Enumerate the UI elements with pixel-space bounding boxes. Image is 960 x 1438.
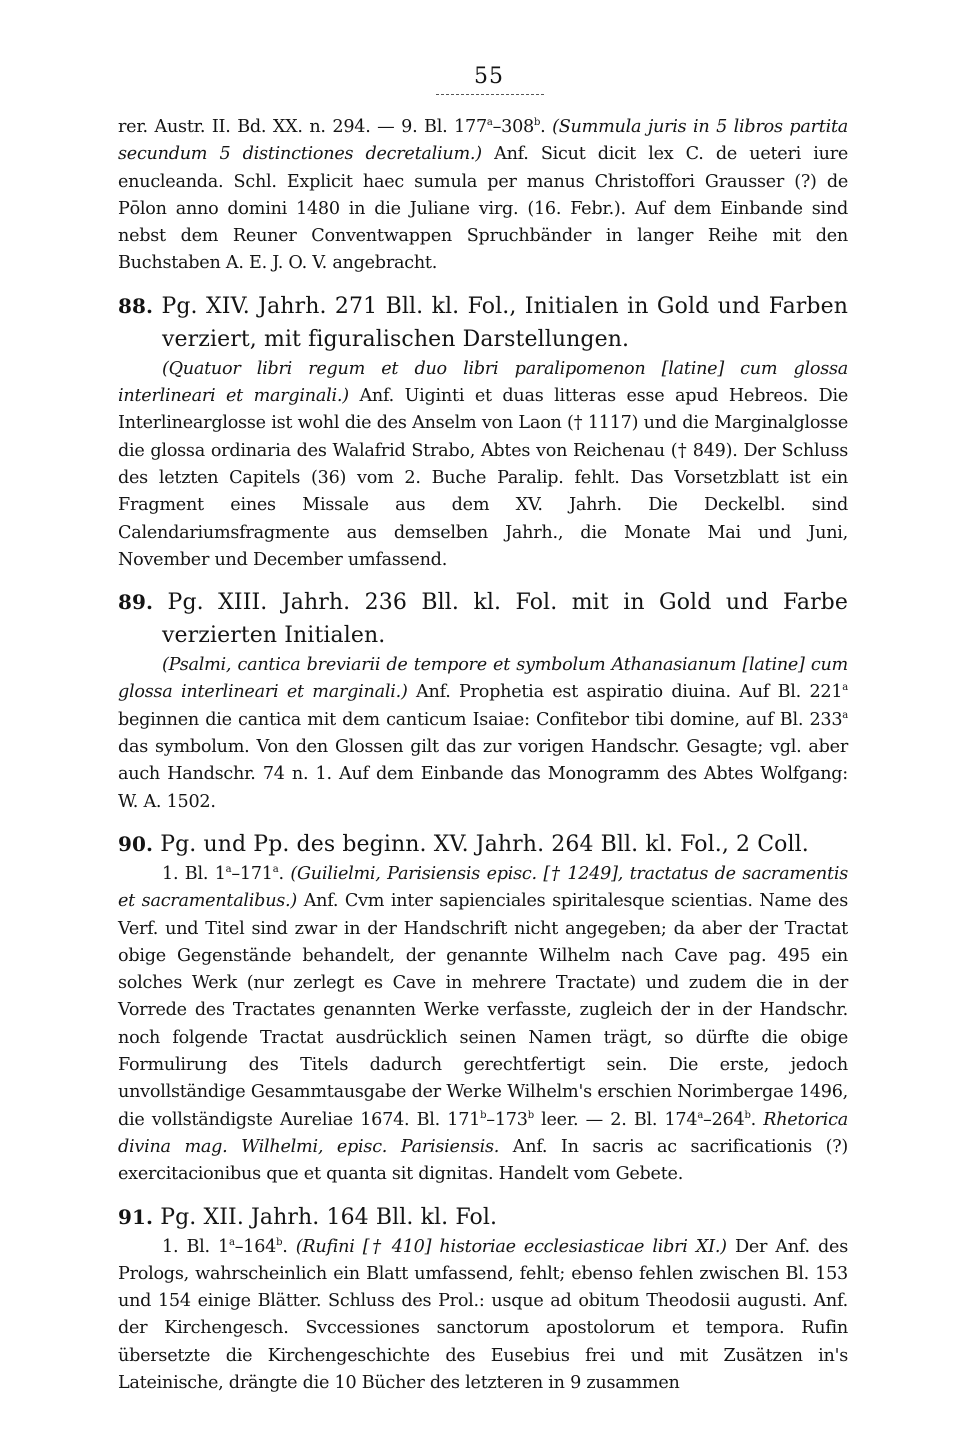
entry-88-body: (Quatuor libri regum et duo libri paralipomenon [latine] cum glossa interlineari et marginali.) Anf. Uiginti et duas litteras esse apud Hebreos. Die Interlinearglosse ist wohl die des Anselm von Laon († 1117) und die Marginalglosse die glossa ordinaria des Walafrid Strabo, Abtes von Reichenau († 849). Der Schluss des letzten Capitels (36) vom 2. Buche Paralip. fehlt. Das Vorsetzblatt ist ein Fragment eines Missale aus dem XV. Jahrh. Die Deckelbl. sind Calendariumsfragmente aus demselben Jahrh., die Monate Mai und Juni, November und December umfassend. — [118, 358, 848, 570]
entry-90-title-2: Rhetorica divina mag. Wilhelmi, episc. Parisiensis. — [118, 1109, 849, 1157]
entry-number: 90. — [118, 831, 154, 856]
entry-90-title: (Guilielmi, Parisiensis episc. [† 1249], tractatus de sacramentis et sacramentalibus.) — [118, 863, 848, 912]
intro-italic-title: (Summula juris in 5 libros partita secundum 5 distinctiones decretalium.) — [118, 117, 849, 165]
document-page — [118, 62, 848, 1397]
entry-91-title: (Rufini [† 410] historiae ecclesiasticae libri XI.) — [295, 1236, 727, 1257]
entry-89-title: (Psalmi, cantica breviarii de tempore et symbolum Athanasianum [latine] cum glossa interlineari et marginali.) — [118, 655, 848, 703]
entry-number: 91. — [118, 1204, 154, 1229]
entry-91-body: 1. Bl. 1$^a$–164$^b$. (Rufini [† 410] historiae ecclesiasticae libri XI.) Der Anf. des Prologs, wahrscheinlich ein Blatt umfassend, fehlt; ebenso fehlen zwischen Bl. 153 und 154 einige Blätter. Schluss des Prol.: usque ad obitum Theodosii augusti. Anf. der Kirchengesch. Svccessiones sanctorum apostolorum et tempora. Rufin übersetzte die Kirchengeschichte des Eusebius frei und mit Zusätzen in's Lateinische, drängte die 10 Bücher des letzteren in 9 zusammen — [118, 1236, 848, 1393]
entry-88-title: (Quatuor libri regum et duo libri paralipomenon [latine] cum glossa interlineari et marginali.) — [118, 358, 848, 407]
entry-91-heading: 91. Pg. XII. Jahrh. 164 Bll. kl. Fol. — [118, 1204, 498, 1230]
entry-89-heading: 89. Pg. XIII. Jahrh. 236 Bll. kl. Fol. mit in Gold und Farbe verzierten Initialen. — [118, 590, 848, 649]
entry-88-heading: 88. Pg. XIV. Jahrh. 271 Bll. kl. Fol., Initialen in Gold und Farben verziert, mit figuralischen Darstellungen. — [118, 293, 848, 352]
page-number: 55 — [118, 62, 848, 92]
entry-90-body: 1. Bl. 1$^a$–171$^a$. (Guilielmi, Parisiensis episc. [† 1249], tractatus de sacramentis et sacramentalibus.) Anf. Cvm inter sapienciales spiritalesque scientias. Name des Verf. und Titel sind zwar in der Handschrift nicht angegeben; da aber der Tractat obige Gegenstände behandelt, der genannte Wilhelm nach Cave pag. 495 ein solches Werk (nur zerlegt es Cave in mehrere Tractate) und zudem die in der Vorrede des Tractates genannten Werke verfasste, zugleich der in der Handschr. noch folgende Tractat ausdrücklich seinen Namen trägt, so dürfte die obige Formulirung des Titels dadurch gerechtfertigt sein. Die erste, jedoch unvollständige Gesammtausgabe der Werke Wilhelm's erschien Norimbergae 1496, die vollständigste Aureliae 1674. Bl. 171$^b$–173$^b$ leer. — 2. Bl. 174$^a$–264$^b$. Rhetorica divina mag. Wilhelmi, episc. Parisiensis. Anf. In sacris ac sacrificationis (?) exercitacionibus que et quanta sit dignitas. Handelt vom Gebete. — [118, 863, 849, 1185]
entry-number: 88. — [118, 293, 154, 318]
intro-paragraph: rer. Austr. II. Bd. XX. n. 294. — 9. Bl. 177$^a$–308$^b$. (Summula juris in 5 libros partita secundum 5 distinctiones decretalium.) Anf. Sicut dicit lex C. de ueteri iure enucleanda. Schl. Explicit haec sumula per manus Christoffori Grausser (?) de Pōlon anno domini 1480 in die Juliane virg. (16. Febr.). Auf dem Einbande sind nebst dem Reuner Conventwappen Spruchbänder in langer Reihe mit den Buchstaben A. E. J. O. V. angebracht. — [118, 117, 849, 274]
entry-89-body: (Psalmi, cantica breviarii de tempore et symbolum Athanasianum [latine] cum glossa interlineari et marginali.) Anf. Prophetia est aspiratio diuina. Auf Bl. 221$^a$ beginnen die cantica mit dem canticum Isaiae: Confitebor tibi domine, auf Bl. 233$^a$ das symbolum. Von den Glossen gilt das zur vorigen Handschr. Gesagte; vgl. aber auch Handschr. 74 n. 1. Auf dem Einbande das Monogramm des Abtes Wolfgang: W. A. 1502. — [118, 655, 848, 812]
entry-90-heading: 90. Pg. und Pp. des beginn. XV. Jahrh. 264 Bll. kl. Fol., 2 Coll. — [118, 831, 809, 857]
entry-number: 89. — [118, 590, 154, 615]
